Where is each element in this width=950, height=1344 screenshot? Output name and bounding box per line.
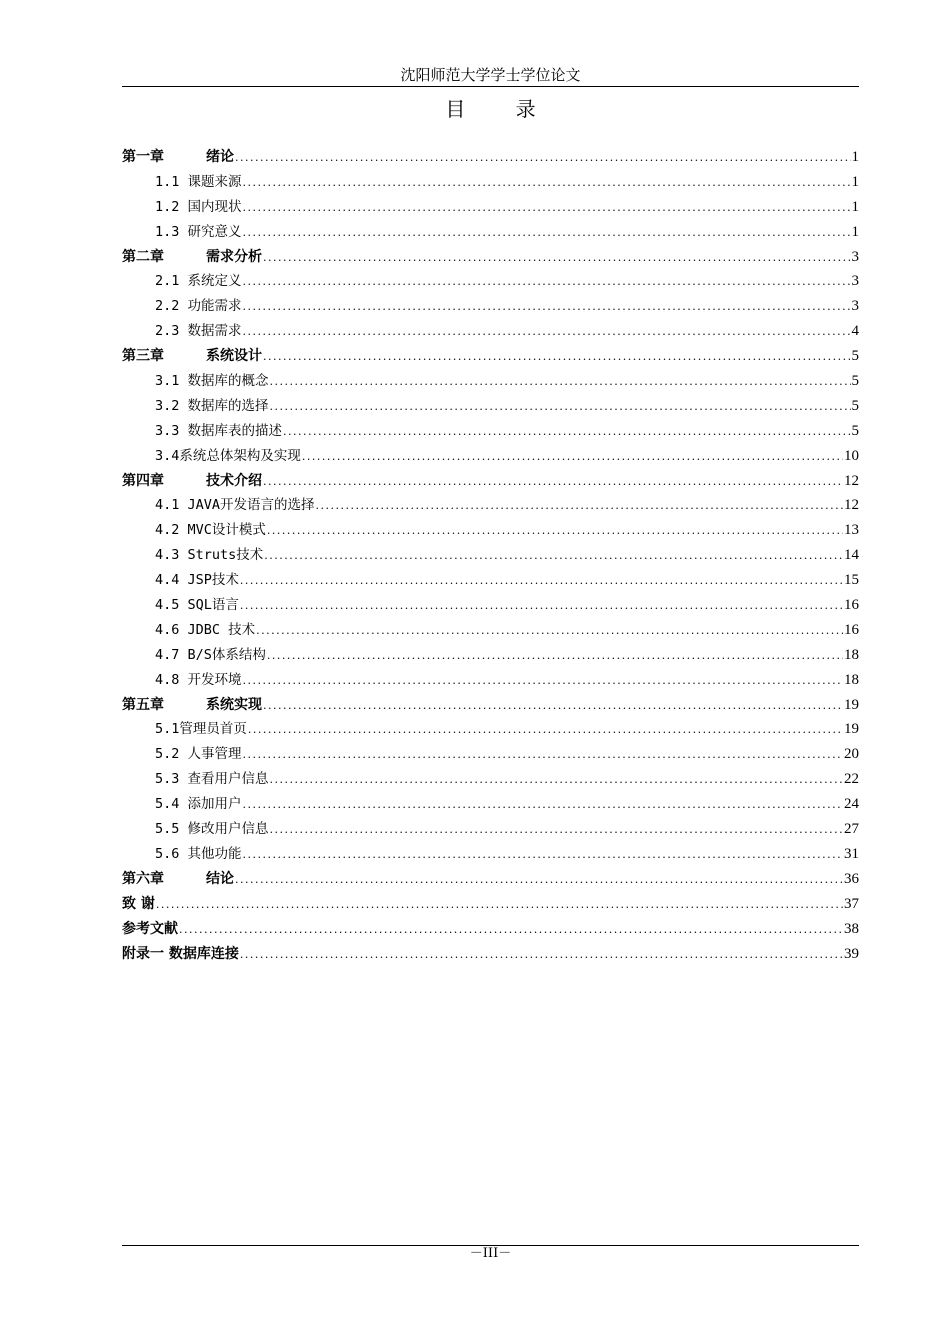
toc-entry-label <box>122 867 234 892</box>
toc-entry-label <box>155 493 315 518</box>
toc-entry-label <box>122 942 239 967</box>
toc-section-entry[interactable] <box>122 419 859 444</box>
toc-entry-title: 技术介绍 <box>206 472 262 489</box>
toc-dot-leader <box>243 221 851 245</box>
toc-page-number: 3 <box>851 298 859 315</box>
toc-chapter-entry[interactable] <box>122 917 859 942</box>
toc-page-number: 22 <box>844 771 859 788</box>
toc-entry-label <box>155 294 242 319</box>
page-number: －III－ <box>469 1246 512 1261</box>
toc-dot-leader <box>243 295 851 319</box>
toc-entry-title: 4.6 JDBC 技术 <box>155 621 256 638</box>
toc-section-entry[interactable] <box>122 518 859 543</box>
toc-chapter-entry[interactable] <box>122 892 859 917</box>
toc-entry-label <box>155 568 239 593</box>
toc-section-entry[interactable] <box>122 792 859 817</box>
toc-chapter-entry[interactable] <box>122 469 859 494</box>
toc-page-number: 13 <box>844 522 859 539</box>
toc-dot-leader <box>243 196 851 220</box>
toc-section-entry[interactable] <box>122 220 859 245</box>
toc-entry-label <box>155 767 269 792</box>
toc-page-number: 14 <box>844 547 859 564</box>
toc-section-entry[interactable] <box>122 269 859 294</box>
toc-entry-label <box>155 643 266 668</box>
toc-dot-leader <box>316 494 843 518</box>
toc-dot-leader <box>256 619 843 643</box>
toc-chapter-number: 第二章 <box>122 248 164 265</box>
toc-dot-leader <box>243 843 843 867</box>
toc-entry-title: 4.1 JAVA开发语言的选择 <box>155 497 315 514</box>
toc-page-number: 12 <box>844 472 859 489</box>
toc-dot-leader <box>302 445 843 469</box>
toc-entry-title: 2.2 功能需求 <box>155 298 242 315</box>
toc-entry-label <box>155 170 242 195</box>
toc-entry-label <box>155 668 242 693</box>
toc-section-entry[interactable] <box>122 394 859 419</box>
toc-page-number: 3 <box>851 248 859 265</box>
toc-entry-label <box>122 344 262 369</box>
toc-dot-leader <box>243 171 851 195</box>
toc-page-number: 1 <box>851 198 859 215</box>
toc-chapter-entry[interactable] <box>122 693 859 718</box>
toc-dot-leader <box>248 718 843 742</box>
toc-page-number: 19 <box>844 721 859 738</box>
toc-page-number: 10 <box>844 447 859 464</box>
toc-page-number: 19 <box>844 696 859 713</box>
toc-page-number: 18 <box>844 671 859 688</box>
toc-dot-leader <box>264 544 843 568</box>
toc-entry-title: 5.6 其他功能 <box>155 845 242 862</box>
toc-entry-label <box>155 444 301 469</box>
toc-section-entry[interactable] <box>122 568 859 593</box>
toc-page-number: 5 <box>851 348 859 365</box>
toc-entry-label <box>122 145 234 170</box>
toc-chapter-entry[interactable] <box>122 245 859 270</box>
toc-dot-leader <box>243 270 851 294</box>
toc-chapter-entry[interactable] <box>122 145 859 170</box>
toc-page-number: 39 <box>844 945 859 962</box>
toc-page-number: 38 <box>844 920 859 937</box>
toc-section-entry[interactable] <box>122 767 859 792</box>
toc-entry-title: 附录一 数据库连接 <box>122 945 239 962</box>
toc-page-number: 18 <box>844 646 859 663</box>
toc-section-entry[interactable] <box>122 319 859 344</box>
toc-section-entry[interactable] <box>122 170 859 195</box>
toc-entry-label <box>122 245 262 270</box>
toc-entry-title: 参考文献 <box>122 920 178 937</box>
toc-dot-leader <box>240 943 843 967</box>
toc-entry-title: 4.3 Struts技术 <box>155 547 264 564</box>
toc-dot-leader <box>283 420 850 444</box>
toc-entry-label <box>155 269 242 294</box>
toc-page-number: 16 <box>844 597 859 614</box>
toc-page-number: 5 <box>851 373 859 390</box>
toc-section-entry[interactable] <box>122 543 859 568</box>
toc-page-number: 31 <box>844 845 859 862</box>
toc-chapter-number: 第一章 <box>122 149 164 165</box>
toc-page-number: 24 <box>844 796 859 813</box>
toc-entry-label <box>155 369 269 394</box>
toc-entry-title: 5.1管理员首页 <box>155 721 247 738</box>
toc-chapter-number: 第六章 <box>122 870 164 887</box>
toc-chapter-entry[interactable] <box>122 344 859 369</box>
toc-page-number: 3 <box>851 273 859 290</box>
toc-dot-leader <box>235 146 851 170</box>
toc-section-entry[interactable] <box>122 817 859 842</box>
toc-page-number: 15 <box>844 572 859 589</box>
toc-page-number: 36 <box>844 870 859 887</box>
toc-entry-title: 致 谢 <box>122 895 155 912</box>
toc-entry-label <box>122 917 178 942</box>
toc-dot-leader <box>243 669 843 693</box>
toc-entry-label <box>155 842 242 867</box>
toc-entry-label <box>155 518 266 543</box>
toc-dot-leader <box>240 569 843 593</box>
toc-section-entry[interactable] <box>122 493 859 518</box>
toc-page-number: 27 <box>844 821 859 838</box>
toc-section-entry[interactable] <box>122 717 859 742</box>
toc-entry-label <box>155 319 242 344</box>
toc-dot-leader <box>263 694 843 718</box>
toc-entry-label <box>155 618 255 643</box>
toc-entry-label <box>155 717 247 742</box>
toc-entry-title: 4.4 JSP技术 <box>155 572 239 589</box>
toc-entry-title: 需求分析 <box>206 248 262 265</box>
toc-entry-label <box>122 892 155 917</box>
toc-entry-title: 绪论 <box>206 149 234 165</box>
toc-page-number: 37 <box>844 895 859 912</box>
toc-chapter-number: 第三章 <box>122 348 164 365</box>
toc-dot-leader <box>240 594 843 618</box>
toc-entry-title: 2.3 数据需求 <box>155 323 242 340</box>
toc-entry-label <box>155 220 242 245</box>
toc-entry-label <box>155 792 242 817</box>
toc-dot-leader <box>156 893 843 917</box>
toc-dot-leader <box>235 868 843 892</box>
toc-entry-title: 1.2 国内现状 <box>155 198 242 215</box>
header-rule <box>122 86 859 87</box>
toc-dot-leader <box>267 644 843 668</box>
toc-entry-title: 3.2 数据库的选择 <box>155 397 269 414</box>
toc-entry-label <box>155 593 239 618</box>
toc-dot-leader <box>243 793 843 817</box>
toc-dot-leader <box>179 918 843 942</box>
table-of-contents <box>122 145 859 966</box>
toc-title: 目 录 <box>445 97 558 121</box>
toc-entry-label <box>155 195 242 220</box>
toc-entry-label <box>155 543 263 568</box>
toc-entry-title: 系统实现 <box>206 696 262 713</box>
running-header: 沈阳师范大学学士学位论文 <box>400 66 581 84</box>
toc-page-number: 1 <box>851 173 859 190</box>
toc-section-entry[interactable] <box>122 294 859 319</box>
toc-page-number: 12 <box>844 497 859 514</box>
toc-page-number: 1 <box>851 149 859 165</box>
toc-dot-leader <box>270 768 843 792</box>
toc-dot-leader <box>263 345 851 369</box>
toc-entry-label <box>155 394 269 419</box>
toc-entry-title: 1.1 课题来源 <box>155 173 242 190</box>
toc-entry-title: 4.5 SQL语言 <box>155 597 239 614</box>
toc-entry-title: 5.5 修改用户信息 <box>155 821 269 838</box>
toc-page-number: 5 <box>851 422 859 439</box>
toc-entry-label <box>122 693 262 718</box>
toc-entry-title: 5.4 添加用户 <box>155 796 242 813</box>
toc-entry-title: 3.3 数据库表的描述 <box>155 422 283 439</box>
toc-entry-title: 4.7 B/S体系结构 <box>155 646 266 663</box>
toc-dot-leader <box>243 743 843 767</box>
toc-entry-title: 4.8 开发环境 <box>155 671 242 688</box>
toc-section-entry[interactable] <box>122 618 859 643</box>
toc-dot-leader <box>270 370 851 394</box>
toc-page-number: 1 <box>851 223 859 240</box>
toc-entry-label <box>155 817 269 842</box>
toc-chapter-entry[interactable] <box>122 867 859 892</box>
toc-dot-leader <box>270 395 851 419</box>
toc-page-number: 5 <box>851 397 859 414</box>
toc-entry-label <box>155 742 242 767</box>
toc-dot-leader <box>263 246 851 270</box>
toc-entry-title: 3.4系统总体架构及实现 <box>155 447 301 464</box>
toc-chapter-number: 第五章 <box>122 696 164 713</box>
toc-section-entry[interactable] <box>122 643 859 668</box>
toc-page-number: 20 <box>844 746 859 763</box>
toc-entry-title: 5.3 查看用户信息 <box>155 771 269 788</box>
toc-section-entry[interactable] <box>122 842 859 867</box>
toc-section-entry[interactable] <box>122 593 859 618</box>
toc-entry-title: 5.2 人事管理 <box>155 746 242 763</box>
toc-entry-label <box>122 469 262 494</box>
toc-entry-label <box>155 419 282 444</box>
toc-page-number: 4 <box>851 323 859 340</box>
toc-section-entry[interactable] <box>122 444 859 469</box>
toc-page-number: 16 <box>844 621 859 638</box>
toc-section-entry[interactable] <box>122 195 859 220</box>
toc-chapter-entry[interactable] <box>122 942 859 967</box>
toc-section-entry[interactable] <box>122 369 859 394</box>
toc-section-entry[interactable] <box>122 742 859 767</box>
toc-dot-leader <box>267 519 843 543</box>
toc-entry-title: 3.1 数据库的概念 <box>155 373 269 390</box>
toc-entry-title: 4.2 MVC设计模式 <box>155 522 266 539</box>
toc-entry-title: 系统设计 <box>206 348 262 365</box>
toc-dot-leader <box>243 320 851 344</box>
toc-dot-leader <box>270 818 843 842</box>
toc-section-entry[interactable] <box>122 668 859 693</box>
toc-entry-title: 1.3 研究意义 <box>155 223 242 240</box>
toc-chapter-number: 第四章 <box>122 472 164 489</box>
toc-entry-title: 2.1 系统定义 <box>155 273 242 290</box>
toc-dot-leader <box>263 470 843 494</box>
toc-entry-title: 结论 <box>206 870 234 887</box>
